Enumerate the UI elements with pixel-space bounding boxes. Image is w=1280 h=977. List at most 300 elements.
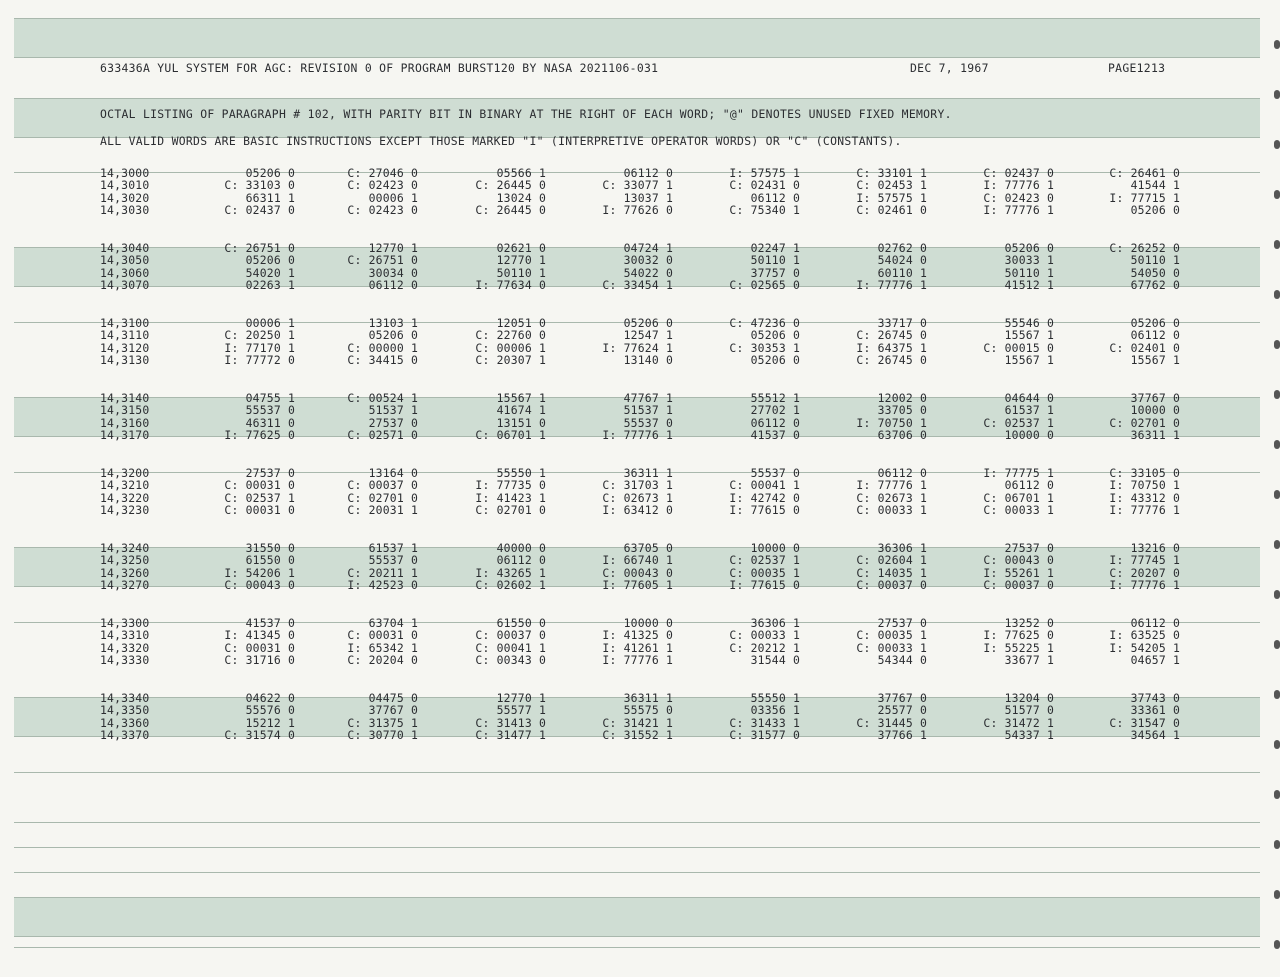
- memory-word: C: 75340 1: [729, 203, 800, 218]
- memory-word: 04755 1: [245, 391, 295, 405]
- memory-word: I: 54206 1: [224, 565, 295, 580]
- row-address: 14,3120: [100, 340, 150, 355]
- memory-word: C: 47236 0: [729, 316, 800, 330]
- memory-word: C: 20307 1: [475, 353, 546, 368]
- memory-word: 37757 0: [750, 265, 800, 280]
- header-date: DEC 7, 1967: [910, 61, 989, 75]
- memory-word: 46311 0: [245, 415, 295, 430]
- row-address: 14,3320: [100, 640, 150, 655]
- memory-word: C: 31547 0: [1109, 715, 1180, 730]
- memory-word: C: 31375 1: [347, 715, 418, 730]
- memory-word: I: 43312 0: [1109, 490, 1180, 505]
- memory-word: 05206 0: [623, 316, 673, 330]
- memory-word: 37743 0: [1130, 691, 1180, 705]
- memory-word: 06112 0: [1004, 478, 1054, 493]
- row-address: 14,3110: [100, 328, 150, 343]
- memory-word: 61537 1: [368, 541, 418, 555]
- memory-word: C: 00043 0: [224, 578, 295, 593]
- memory-word: 33677 1: [1004, 653, 1054, 668]
- memory-word: 37766 1: [877, 728, 927, 743]
- memory-word: 03356 1: [750, 703, 800, 718]
- memory-word: 31550 0: [245, 541, 295, 555]
- memory-word: C: 02565 0: [729, 278, 800, 293]
- row-address: 14,3140: [100, 391, 150, 405]
- memory-word: C: 02401 0: [1109, 340, 1180, 355]
- memory-word: I: 43265 1: [475, 565, 546, 580]
- memory-word: C: 31413 0: [475, 715, 546, 730]
- memory-word: 54020 1: [245, 265, 295, 280]
- memory-word: 02263 1: [245, 278, 295, 293]
- memory-word: I: 57575 1: [856, 190, 927, 205]
- memory-word: I: 77776 1: [983, 203, 1054, 218]
- memory-word: I: 77626 0: [602, 203, 673, 218]
- memory-word: 61550 0: [245, 553, 295, 568]
- memory-word: C: 02431 0: [729, 178, 800, 193]
- paper-rule: [14, 872, 1260, 873]
- row-address: 14,3100: [100, 316, 150, 330]
- row-address: 14,3070: [100, 278, 150, 293]
- memory-word: 06112 0: [877, 466, 927, 480]
- memory-word: C: 00035 1: [856, 628, 927, 643]
- memory-word: 55537 0: [368, 553, 418, 568]
- memory-word: 34564 1: [1130, 728, 1180, 743]
- memory-word: 55576 0: [245, 703, 295, 718]
- memory-word: 61537 1: [1004, 403, 1054, 418]
- memory-word: 31544 0: [750, 653, 800, 668]
- memory-word: 55550 1: [750, 691, 800, 705]
- memory-word: C: 00037 0: [347, 478, 418, 493]
- memory-word: I: 77772 0: [224, 353, 295, 368]
- memory-word: I: 77735 0: [475, 478, 546, 493]
- memory-word: C: 00000 1: [347, 340, 418, 355]
- row-address: 14,3350: [100, 703, 150, 718]
- memory-word: 05206 0: [750, 353, 800, 368]
- memory-word: C: 30770 1: [347, 728, 418, 743]
- memory-word: 02621 0: [496, 241, 546, 255]
- memory-word: C: 00524 1: [347, 391, 418, 405]
- memory-word: 27702 1: [750, 403, 800, 418]
- memory-word: C: 26751 0: [347, 253, 418, 268]
- memory-word: 27537 0: [877, 616, 927, 630]
- memory-word: C: 02701 0: [1109, 415, 1180, 430]
- memory-word: I: 41423 1: [475, 490, 546, 505]
- tractor-hole: [1274, 40, 1280, 49]
- memory-word: C: 20212 1: [729, 640, 800, 655]
- tractor-hole: [1274, 140, 1280, 149]
- memory-word: C: 31577 0: [729, 728, 800, 743]
- memory-word: 41537 0: [245, 616, 295, 630]
- memory-word: C: 14035 1: [856, 565, 927, 580]
- tractor-hole: [1274, 890, 1280, 899]
- memory-word: I: 77776 1: [856, 278, 927, 293]
- memory-word: 13024 0: [496, 190, 546, 205]
- memory-word: C: 33103 0: [224, 178, 295, 193]
- memory-word: I: 77775 1: [983, 466, 1054, 480]
- memory-word: 55550 1: [496, 466, 546, 480]
- memory-word: C: 00033 1: [856, 503, 927, 518]
- memory-word: C: 00031 0: [224, 478, 295, 493]
- memory-word: C: 02537 1: [983, 415, 1054, 430]
- memory-word: I: 77776 1: [1109, 503, 1180, 518]
- memory-word: 05566 1: [496, 166, 546, 180]
- memory-word: I: 77624 1: [602, 340, 673, 355]
- memory-word: I: 77715 1: [1109, 190, 1180, 205]
- row-address: 14,3160: [100, 415, 150, 430]
- memory-word: 05206 0: [750, 328, 800, 343]
- memory-word: C: 26445 0: [475, 203, 546, 218]
- memory-word: C: 26461 0: [1109, 166, 1180, 180]
- memory-word: C: 00037 0: [983, 578, 1054, 593]
- memory-word: 36311 1: [1130, 428, 1180, 443]
- memory-word: 12547 1: [623, 328, 673, 343]
- memory-word: C: 30353 1: [729, 340, 800, 355]
- memory-word: C: 00041 1: [475, 640, 546, 655]
- memory-word: 51537 1: [368, 403, 418, 418]
- memory-word: 55537 0: [623, 415, 673, 430]
- tractor-hole: [1274, 490, 1280, 499]
- row-address: 14,3040: [100, 241, 150, 255]
- row-address: 14,3370: [100, 728, 150, 743]
- memory-word: 13204 0: [1004, 691, 1054, 705]
- memory-word: C: 00037 0: [856, 578, 927, 593]
- memory-word: 02762 0: [877, 241, 927, 255]
- memory-word: I: 41261 1: [602, 640, 673, 655]
- paper-rule: [14, 947, 1260, 948]
- tractor-hole: [1274, 640, 1280, 649]
- memory-word: 06112 0: [750, 415, 800, 430]
- memory-word: C: 33077 1: [602, 178, 673, 193]
- memory-word: 33361 0: [1130, 703, 1180, 718]
- memory-word: 05206 0: [245, 253, 295, 268]
- memory-word: 50110 1: [496, 265, 546, 280]
- memory-word: 13216 0: [1130, 541, 1180, 555]
- row-address: 14,3200: [100, 466, 150, 480]
- memory-word: 02247 1: [750, 241, 800, 255]
- memory-word: 50110 1: [750, 253, 800, 268]
- memory-word: C: 31552 1: [602, 728, 673, 743]
- memory-word: C: 00043 0: [983, 553, 1054, 568]
- memory-word: 13151 0: [496, 415, 546, 430]
- memory-word: C: 00043 0: [602, 565, 673, 580]
- memory-word: C: 00031 0: [347, 628, 418, 643]
- tractor-hole: [1274, 90, 1280, 99]
- header-page-number: PAGE1213: [1108, 61, 1166, 75]
- tractor-hole: [1274, 190, 1280, 199]
- memory-word: C: 00033 1: [729, 628, 800, 643]
- memory-word: C: 20211 1: [347, 565, 418, 580]
- tractor-hole: [1274, 840, 1280, 849]
- memory-word: 51577 0: [1004, 703, 1054, 718]
- row-address: 14,3300: [100, 616, 150, 630]
- memory-word: 25577 0: [877, 703, 927, 718]
- memory-word: 15567 1: [1004, 328, 1054, 343]
- row-address: 14,3020: [100, 190, 150, 205]
- row-address: 14,3210: [100, 478, 150, 493]
- memory-word: 30032 0: [623, 253, 673, 268]
- memory-word: C: 02701 0: [347, 490, 418, 505]
- memory-word: I: 77625 0: [983, 628, 1054, 643]
- memory-word: 27537 0: [245, 466, 295, 480]
- memory-word: I: 41345 0: [224, 628, 295, 643]
- memory-word: C: 02437 0: [224, 203, 295, 218]
- memory-word: 12770 1: [496, 253, 546, 268]
- memory-word: C: 00031 0: [224, 503, 295, 518]
- row-address: 14,3230: [100, 503, 150, 518]
- memory-word: I: 63412 0: [602, 503, 673, 518]
- memory-word: 50110 1: [1004, 265, 1054, 280]
- paper-rule: [14, 772, 1260, 773]
- memory-word: 13103 1: [368, 316, 418, 330]
- memory-word: I: 57575 1: [729, 166, 800, 180]
- memory-word: 40000 0: [496, 541, 546, 555]
- memory-word: 10000 0: [1130, 403, 1180, 418]
- memory-word: 54022 0: [623, 265, 673, 280]
- memory-word: 50110 1: [1130, 253, 1180, 268]
- tractor-hole: [1274, 540, 1280, 549]
- row-address: 14,3360: [100, 715, 150, 730]
- memory-word: 55546 0: [1004, 316, 1054, 330]
- memory-word: C: 31421 1: [602, 715, 673, 730]
- paper-rule: [14, 822, 1260, 823]
- memory-word: C: 31477 1: [475, 728, 546, 743]
- memory-word: C: 02673 1: [602, 490, 673, 505]
- memory-word: 55537 0: [245, 403, 295, 418]
- memory-word: C: 31472 1: [983, 715, 1054, 730]
- memory-word: 55575 0: [623, 703, 673, 718]
- memory-word: 33717 0: [877, 316, 927, 330]
- memory-word: 06112 0: [750, 190, 800, 205]
- memory-word: I: 42523 0: [347, 578, 418, 593]
- memory-word: 36306 1: [877, 541, 927, 555]
- row-address: 14,3130: [100, 353, 150, 368]
- memory-word: C: 33101 1: [856, 166, 927, 180]
- memory-word: 47767 1: [623, 391, 673, 405]
- memory-word: 54344 0: [877, 653, 927, 668]
- memory-word: C: 33454 1: [602, 278, 673, 293]
- memory-word: C: 31445 0: [856, 715, 927, 730]
- memory-word: 66311 1: [245, 190, 295, 205]
- tractor-hole: [1274, 340, 1280, 349]
- memory-word: 61550 0: [496, 616, 546, 630]
- memory-word: 54050 0: [1130, 265, 1180, 280]
- row-address: 14,3170: [100, 428, 150, 443]
- header-program-line: 633436A YUL SYSTEM FOR AGC: REVISION 0 OF PROGRAM BURST120 BY NASA 2021106-031: [100, 61, 659, 75]
- memory-word: 15212 1: [245, 715, 295, 730]
- memory-word: 37767 0: [368, 703, 418, 718]
- memory-word: 27537 0: [1004, 541, 1054, 555]
- memory-word: C: 02423 0: [983, 190, 1054, 205]
- memory-word: 06112 0: [496, 553, 546, 568]
- memory-word: 54337 1: [1004, 728, 1054, 743]
- memory-word: I: 77776 1: [602, 653, 673, 668]
- tractor-hole: [1274, 740, 1280, 749]
- memory-word: 04657 1: [1130, 653, 1180, 668]
- memory-word: 04475 0: [368, 691, 418, 705]
- memory-word: 05206 0: [1130, 203, 1180, 218]
- memory-word: 63704 1: [368, 616, 418, 630]
- memory-word: I: 70750 1: [1109, 478, 1180, 493]
- memory-word: C: 20204 0: [347, 653, 418, 668]
- memory-word: 05206 0: [1004, 241, 1054, 255]
- memory-word: 06112 0: [623, 166, 673, 180]
- memory-word: 54024 0: [877, 253, 927, 268]
- tractor-hole: [1274, 690, 1280, 699]
- memory-word: 55537 0: [750, 466, 800, 480]
- memory-word: C: 31703 1: [602, 478, 673, 493]
- memory-word: I: 77745 1: [1109, 553, 1180, 568]
- memory-word: C: 02701 0: [475, 503, 546, 518]
- row-address: 14,3060: [100, 265, 150, 280]
- memory-word: I: 54205 1: [1109, 640, 1180, 655]
- memory-word: I: 77776 1: [856, 478, 927, 493]
- memory-word: I: 63525 0: [1109, 628, 1180, 643]
- memory-word: I: 77776 1: [983, 178, 1054, 193]
- memory-word: 63705 0: [623, 541, 673, 555]
- memory-word: 10000 0: [1004, 428, 1054, 443]
- memory-word: 13252 0: [1004, 616, 1054, 630]
- memory-word: I: 64375 1: [856, 340, 927, 355]
- memory-word: C: 02673 1: [856, 490, 927, 505]
- row-address: 14,3000: [100, 166, 150, 180]
- memory-word: C: 00041 1: [729, 478, 800, 493]
- memory-word: 13164 0: [368, 466, 418, 480]
- memory-word: 55577 1: [496, 703, 546, 718]
- memory-word: I: 65342 1: [347, 640, 418, 655]
- memory-word: 67762 0: [1130, 278, 1180, 293]
- paper-band: [14, 897, 1260, 937]
- memory-word: I: 77615 0: [729, 578, 800, 593]
- tractor-hole: [1274, 590, 1280, 599]
- memory-word: 15567 1: [1004, 353, 1054, 368]
- memory-word: 51537 1: [623, 403, 673, 418]
- memory-word: C: 26445 0: [475, 178, 546, 193]
- memory-word: I: 77634 0: [475, 278, 546, 293]
- memory-word: C: 34415 0: [347, 353, 418, 368]
- memory-word: I: 77776 1: [1109, 578, 1180, 593]
- memory-word: 60110 1: [877, 265, 927, 280]
- row-address: 14,3220: [100, 490, 150, 505]
- memory-word: C: 00343 0: [475, 653, 546, 668]
- paper-band: [14, 18, 1260, 58]
- memory-word: 05206 0: [1130, 316, 1180, 330]
- tractor-hole: [1274, 940, 1280, 949]
- memory-word: C: 02423 0: [347, 178, 418, 193]
- memory-word: 00006 1: [245, 316, 295, 330]
- memory-word: I: 66740 1: [602, 553, 673, 568]
- memory-word: 05206 0: [368, 328, 418, 343]
- memory-word: 41537 0: [750, 428, 800, 443]
- memory-word: 37767 0: [877, 691, 927, 705]
- memory-word: 04724 1: [623, 241, 673, 255]
- memory-word: C: 00033 1: [983, 503, 1054, 518]
- tractor-hole: [1274, 290, 1280, 299]
- memory-word: C: 26745 0: [856, 353, 927, 368]
- memory-word: 36311 1: [623, 691, 673, 705]
- memory-word: C: 26751 0: [224, 241, 295, 255]
- row-address: 14,3010: [100, 178, 150, 193]
- memory-word: I: 55261 1: [983, 565, 1054, 580]
- memory-word: 06112 0: [1130, 616, 1180, 630]
- memory-word: I: 41325 0: [602, 628, 673, 643]
- memory-word: C: 06701 1: [475, 428, 546, 443]
- memory-word: C: 22760 0: [475, 328, 546, 343]
- memory-word: C: 02571 0: [347, 428, 418, 443]
- row-address: 14,3330: [100, 653, 150, 668]
- memory-word: C: 02423 0: [347, 203, 418, 218]
- memory-word: C: 02437 0: [983, 166, 1054, 180]
- memory-word: C: 00033 1: [856, 640, 927, 655]
- memory-word: 41674 1: [496, 403, 546, 418]
- memory-word: C: 02537 1: [729, 553, 800, 568]
- row-address: 14,3250: [100, 553, 150, 568]
- memory-word: 06112 0: [368, 278, 418, 293]
- memory-word: 06112 0: [1130, 328, 1180, 343]
- row-address: 14,3270: [100, 578, 150, 593]
- tractor-hole: [1274, 790, 1280, 799]
- row-address: 14,3260: [100, 565, 150, 580]
- row-address: 14,3030: [100, 203, 150, 218]
- memory-word: I: 77625 0: [224, 428, 295, 443]
- memory-word: I: 55225 1: [983, 640, 1054, 655]
- memory-word: C: 02602 1: [475, 578, 546, 593]
- paper-rule: [14, 847, 1260, 848]
- legend-line-1: OCTAL LISTING OF PARAGRAPH # 102, WITH PARITY BIT IN BINARY AT THE RIGHT OF EACH WORD; "@" DENOTES UNUSED FIXED MEMORY.: [100, 107, 952, 121]
- memory-word: C: 06701 1: [983, 490, 1054, 505]
- memory-word: I: 42742 0: [729, 490, 800, 505]
- memory-word: C: 20207 0: [1109, 565, 1180, 580]
- memory-word: 13140 0: [623, 353, 673, 368]
- memory-word: C: 31574 0: [224, 728, 295, 743]
- tractor-hole: [1274, 390, 1280, 399]
- memory-word: C: 00006 1: [475, 340, 546, 355]
- memory-word: 41544 1: [1130, 178, 1180, 193]
- memory-word: 55512 1: [750, 391, 800, 405]
- row-address: 14,3050: [100, 253, 150, 268]
- memory-word: C: 33105 0: [1109, 466, 1180, 480]
- memory-word: C: 00031 0: [224, 640, 295, 655]
- memory-word: 12770 1: [368, 241, 418, 255]
- memory-word: C: 00037 0: [475, 628, 546, 643]
- memory-word: C: 02537 1: [224, 490, 295, 505]
- memory-word: I: 77776 1: [602, 428, 673, 443]
- row-address: 14,3340: [100, 691, 150, 705]
- memory-word: 15567 1: [496, 391, 546, 405]
- memory-word: C: 31433 1: [729, 715, 800, 730]
- memory-word: C: 02461 0: [856, 203, 927, 218]
- memory-word: 12051 0: [496, 316, 546, 330]
- memory-word: 00006 1: [368, 190, 418, 205]
- memory-word: I: 70750 1: [856, 415, 927, 430]
- memory-word: 30034 0: [368, 265, 418, 280]
- memory-word: C: 02453 1: [856, 178, 927, 193]
- memory-word: 27537 0: [368, 415, 418, 430]
- tractor-hole: [1274, 440, 1280, 449]
- memory-word: C: 20250 1: [224, 328, 295, 343]
- memory-word: 12770 1: [496, 691, 546, 705]
- memory-word: 10000 0: [623, 616, 673, 630]
- memory-word: C: 20031 1: [347, 503, 418, 518]
- memory-word: 05206 0: [245, 166, 295, 180]
- memory-word: C: 02604 1: [856, 553, 927, 568]
- row-address: 14,3240: [100, 541, 150, 555]
- memory-word: C: 31716 0: [224, 653, 295, 668]
- memory-word: 63706 0: [877, 428, 927, 443]
- legend-line-2: ALL VALID WORDS ARE BASIC INSTRUCTIONS EXCEPT THOSE MARKED "I" (INTERPRETIVE OPERATOR WORDS) OR "C" (CONSTANTS).: [100, 134, 902, 148]
- memory-word: 41512 1: [1004, 278, 1054, 293]
- memory-word: I: 77605 1: [602, 578, 673, 593]
- memory-word: 04644 0: [1004, 391, 1054, 405]
- memory-word: C: 26252 0: [1109, 241, 1180, 255]
